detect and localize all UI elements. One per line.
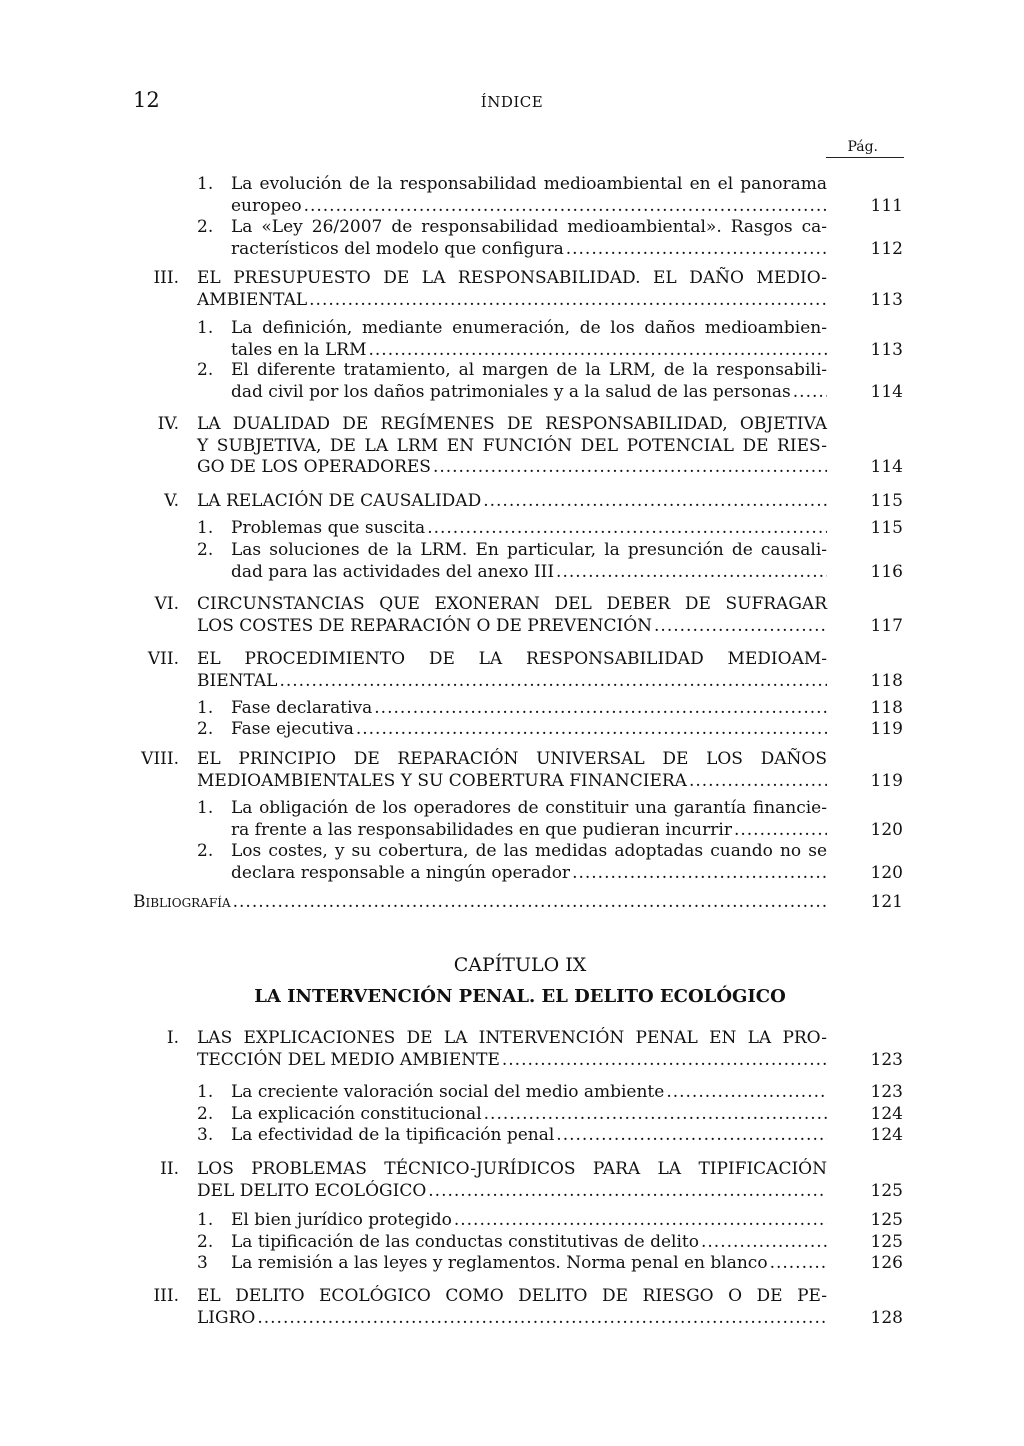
entry-line: El bien jurídico protegido <box>231 1210 452 1230</box>
leader-dots <box>734 820 827 842</box>
entry-title <box>231 540 827 583</box>
page-ref: 118 <box>870 670 903 691</box>
entry-line: La efectividad de la tipificación penal <box>231 1125 555 1145</box>
page-ref: 124 <box>870 1104 903 1124</box>
page-number: 12 <box>133 88 160 112</box>
entry-number: 2. <box>197 360 214 380</box>
entry-number: II. <box>160 1159 179 1179</box>
entry-line: La «Ley 26/2007 de responsabilidad medioambiental». Rasgos ca- <box>231 217 827 237</box>
chapter-label: CAPÍTULO IX <box>453 954 587 976</box>
entry-line: La explicación constitucional <box>231 1104 482 1124</box>
leader-dots <box>770 1253 827 1275</box>
entry-number: 2. <box>197 841 214 861</box>
entry-title <box>231 318 827 361</box>
entry-number: I. <box>166 1028 179 1048</box>
entry-title <box>133 892 827 914</box>
entry-number: 2. <box>197 1104 214 1124</box>
entry-line: Bibliografía <box>133 892 231 912</box>
page-ref: 113 <box>870 289 903 310</box>
entry-number: V. <box>164 491 179 511</box>
entry-line: LA RELACIÓN DE CAUSALIDAD <box>197 491 482 511</box>
entry-number: VIII. <box>141 749 179 769</box>
entry-number: 1. <box>197 798 214 818</box>
entry-number: 2. <box>197 217 214 237</box>
entry-number: 2. <box>197 1232 214 1252</box>
leader-dots <box>572 863 827 885</box>
leader-dots <box>356 719 827 741</box>
entry-line: La obligación de los operadores de constituir una garantía financie- <box>231 798 827 818</box>
leader-dots <box>484 1104 827 1126</box>
page-ref: 125 <box>870 1180 903 1201</box>
entry-line: Los costes, y su cobertura, de las medidas adoptadas cuando no se <box>231 841 827 861</box>
entry-number: 1. <box>197 518 214 538</box>
entry-number: III. <box>153 1286 179 1306</box>
leader-dots <box>502 1050 827 1072</box>
page-ref: 123 <box>870 1049 903 1070</box>
page-ref: 115 <box>870 518 903 538</box>
page-ref: 118 <box>870 698 903 718</box>
entry-line: MEDIOAMBIENTALES Y SU COBERTURA FINANCIERA <box>197 770 687 791</box>
page-header <box>0 88 1024 118</box>
leader-dots <box>374 698 827 720</box>
leader-dots <box>257 1308 827 1330</box>
page-ref: 115 <box>870 491 903 511</box>
entry-title <box>197 1028 827 1071</box>
page-column-label: Pág. <box>826 139 904 158</box>
entry-line: EL PROCEDIMIENTO DE LA RESPONSABILIDAD MEDIOAM- <box>197 649 827 669</box>
leader-dots <box>654 616 827 638</box>
page-ref: 121 <box>870 892 903 912</box>
page-ref: 123 <box>870 1082 903 1102</box>
entry-number: VII. <box>147 649 179 669</box>
running-title: ÍNDICE <box>480 93 544 111</box>
entry-line: LAS EXPLICACIONES DE LA INTERVENCIÓN PENAL EN LA PRO- <box>197 1028 827 1048</box>
page-ref: 112 <box>870 238 903 259</box>
entry-line: dad civil por los daños patrimoniales y a la salud de las personas <box>231 381 791 402</box>
entry-line: Problemas que suscita <box>231 518 426 538</box>
leader-dots <box>233 892 827 914</box>
entry-title <box>231 1082 827 1104</box>
entry-title <box>231 698 827 720</box>
entry-line: LOS COSTES DE REPARACIÓN O DE PREVENCIÓN <box>197 615 653 636</box>
entry-title <box>197 594 827 637</box>
entry-title <box>231 798 827 841</box>
entry-number: 2. <box>197 719 214 739</box>
page-ref: 125 <box>870 1232 903 1252</box>
entry-title <box>197 1159 827 1202</box>
entry-line: Fase ejecutiva <box>231 719 354 739</box>
page-ref: 124 <box>870 1125 903 1145</box>
leader-dots <box>454 1210 827 1232</box>
entry-line: EL PRINCIPIO DE REPARACIÓN UNIVERSAL DE LOS DAÑOS <box>197 749 827 769</box>
entry-line: europeo <box>231 195 302 216</box>
leader-dots <box>701 1232 827 1254</box>
entry-number: 1. <box>197 174 214 194</box>
entry-title <box>231 719 827 741</box>
entry-number: 1. <box>197 698 214 718</box>
entry-title <box>231 174 827 217</box>
entry-line: LOS PROBLEMAS TÉCNICO-JURÍDICOS PARA LA TIPIFICACIÓN <box>197 1159 827 1179</box>
entry-line: racterísticos del modelo que configura <box>231 238 564 259</box>
entry-number: VI. <box>154 594 179 614</box>
entry-number: 3 <box>197 1253 208 1273</box>
chapter-title: LA INTERVENCIÓN PENAL. EL DELITO ECOLÓGICO <box>254 986 786 1007</box>
entry-line: DEL DELITO ECOLÓGICO <box>197 1180 427 1201</box>
page-ref: 119 <box>870 770 903 791</box>
entry-line: EL DELITO ECOLÓGICO COMO DELITO DE RIESGO O DE PE- <box>197 1286 827 1306</box>
leader-dots <box>793 382 827 404</box>
entry-title <box>231 360 827 403</box>
page-ref: 119 <box>870 719 903 739</box>
entry-title <box>197 1286 827 1329</box>
leader-dots <box>666 1082 827 1104</box>
entry-line: Y SUBJETIVA, DE LA LRM EN FUNCIÓN DEL POTENCIAL DE RIES- <box>197 435 827 456</box>
entry-title <box>231 1104 827 1126</box>
entry-line: La creciente valoración social del medio ambiente <box>231 1082 665 1102</box>
page-ref: 114 <box>870 457 903 477</box>
page-ref: 116 <box>870 561 903 582</box>
page-ref: 120 <box>870 819 903 840</box>
entry-number: 1. <box>197 1210 214 1230</box>
entry-title <box>231 1253 827 1275</box>
page-ref: 120 <box>870 862 903 883</box>
entry-title <box>197 491 827 513</box>
leader-dots <box>689 771 827 793</box>
entry-line: GO DE LOS OPERADORES <box>197 457 431 477</box>
entry-line: EL PRESUPUESTO DE LA RESPONSABILIDAD. EL DAÑO MEDIO- <box>197 268 827 288</box>
entry-line: El diferente tratamiento, al margen de la LRM, de la responsabili- <box>231 360 827 380</box>
entry-line: CIRCUNSTANCIAS QUE EXONERAN DEL DEBER DE SUFRAGAR <box>197 594 827 614</box>
entry-title <box>197 649 827 692</box>
entry-line: LIGRO <box>197 1307 256 1328</box>
entry-number: 1. <box>197 318 214 338</box>
entry-number: 1. <box>197 1082 214 1102</box>
entry-title <box>231 1232 827 1254</box>
entry-line: Las soluciones de la LRM. En particular, la presunción de causali- <box>231 540 827 560</box>
entry-title <box>197 268 827 311</box>
entry-line: La evolución de la responsabilidad medioambiental en el panorama <box>231 174 827 194</box>
leader-dots <box>279 671 827 693</box>
entry-line: AMBIENTAL <box>197 289 308 310</box>
leader-dots <box>556 1125 827 1147</box>
entry-title <box>231 518 827 540</box>
entry-title <box>231 841 827 884</box>
entry-line: declara responsable a ningún operador <box>231 862 571 883</box>
leader-dots <box>428 1181 827 1203</box>
leader-dots <box>427 518 827 540</box>
leader-dots <box>304 196 827 218</box>
entry-line: ra frente a las responsabilidades en que pudieran incurrir <box>231 819 732 840</box>
page-ref: 126 <box>870 1253 903 1273</box>
entry-number: IV. <box>157 414 179 434</box>
entry-title <box>231 1210 827 1232</box>
entry-line: dad para las actividades del anexo III <box>231 561 555 582</box>
entry-line: TECCIÓN DEL MEDIO AMBIENTE <box>197 1049 500 1070</box>
leader-dots <box>566 239 827 261</box>
page-ref: 114 <box>870 381 903 402</box>
page-ref: 125 <box>870 1210 903 1230</box>
entry-line: La tipificación de las conductas constitutivas de delito <box>231 1232 699 1252</box>
page-ref: 113 <box>870 339 903 360</box>
page-ref: 111 <box>870 195 903 216</box>
page-ref: 117 <box>870 615 903 636</box>
page-ref: 128 <box>870 1307 903 1328</box>
entry-line: tales en la LRM <box>231 339 367 360</box>
entry-line: La definición, mediante enumeración, de los daños medioambien- <box>231 318 827 338</box>
leader-dots <box>556 562 827 584</box>
entry-line: La remisión a las leyes y reglamentos. Norma penal en blanco <box>231 1253 768 1273</box>
entry-number: 2. <box>197 540 214 560</box>
entry-line: Fase declarativa <box>231 698 373 718</box>
entry-line: BIENTAL <box>197 670 278 691</box>
entry-number: 3. <box>197 1125 214 1145</box>
leader-dots <box>433 457 827 479</box>
entry-title <box>197 749 827 792</box>
entry-number: III. <box>153 268 179 288</box>
leader-dots <box>483 491 827 513</box>
entry-title <box>231 1125 827 1147</box>
entry-title <box>231 217 827 260</box>
entry-line: LA DUALIDAD DE REGÍMENES DE RESPONSABILIDAD, OBJETIVA <box>197 414 827 434</box>
entry-title <box>197 414 827 479</box>
leader-dots <box>309 290 827 312</box>
leader-dots <box>368 340 827 362</box>
